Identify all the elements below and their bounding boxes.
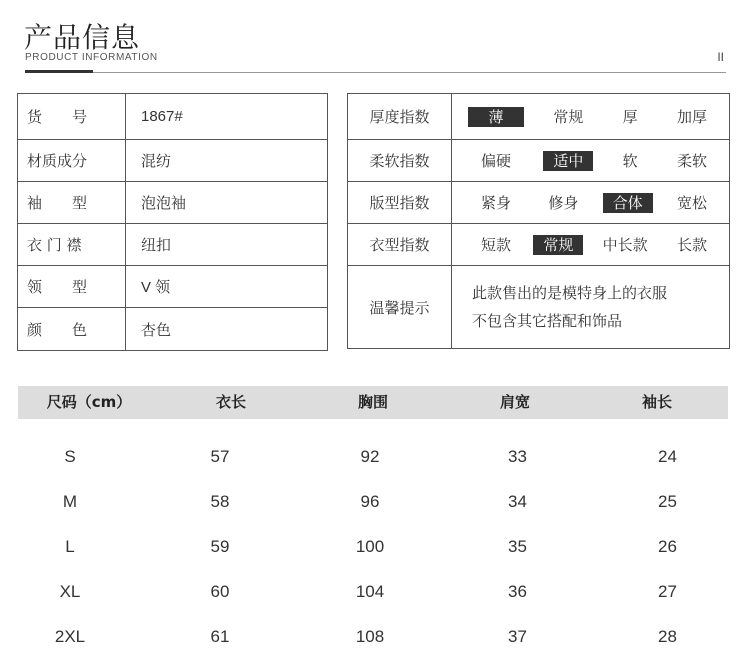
index-label: 厚度指数 — [348, 94, 452, 140]
size-cell: 35 — [508, 537, 527, 556]
tip-row — [348, 266, 730, 349]
index-option-selected: 适中 — [543, 151, 593, 171]
index-label: 版型指数 — [348, 182, 452, 224]
table-row — [0, 575, 750, 608]
spec-row — [18, 94, 328, 140]
page-title: 产品信息 — [24, 21, 141, 54]
spec-label: 衣 门 襟 — [18, 224, 126, 266]
size-cell: 24 — [658, 447, 677, 466]
index-option-selected: 合体 — [603, 193, 653, 213]
index-row — [348, 182, 730, 224]
index-option: 柔软 — [676, 151, 707, 170]
size-header-cell: 衣长 — [215, 393, 246, 411]
spec-table — [17, 93, 328, 351]
index-options — [452, 140, 730, 182]
size-header-cell: 袖长 — [641, 393, 672, 411]
spec-value: 纽扣 — [126, 224, 328, 266]
tip-label: 温馨提示 — [348, 266, 452, 349]
spec-label: 颜 色 — [18, 308, 126, 351]
index-option-group — [468, 107, 717, 127]
spec-row — [18, 140, 328, 182]
index-option: 紧身 — [480, 193, 511, 212]
spec-value: 泡泡袖 — [126, 182, 328, 224]
spec-value: 混纺 — [126, 140, 328, 182]
index-table — [347, 93, 730, 349]
size-cell: 100 — [355, 537, 385, 556]
size-cell: 57 — [210, 447, 230, 466]
index-option: 加厚 — [676, 107, 707, 126]
size-cell: 59 — [210, 537, 230, 556]
size-cell: 104 — [355, 582, 385, 601]
size-cell: 27 — [658, 582, 677, 601]
index-option: 厚 — [622, 107, 638, 126]
size-cell: 37 — [508, 627, 527, 646]
index-row — [348, 140, 730, 182]
header-divider — [25, 72, 726, 73]
table-row — [0, 620, 750, 653]
tip-line: 不包含其它搭配和饰品 — [472, 312, 623, 330]
index-row — [348, 224, 730, 266]
spec-value: 杏色 — [126, 308, 328, 351]
size-cell: 2XL — [54, 627, 86, 646]
size-cell: 96 — [360, 492, 380, 511]
index-option-group — [468, 193, 717, 213]
index-option: 修身 — [548, 193, 579, 212]
index-row — [348, 94, 730, 140]
size-cell: XL — [59, 582, 81, 601]
size-cell: S — [64, 447, 76, 466]
size-table-header — [18, 386, 728, 419]
table-row — [0, 440, 750, 473]
index-options — [452, 94, 730, 140]
index-option: 短款 — [480, 235, 511, 254]
size-cell: 34 — [508, 492, 527, 511]
size-cell: 60 — [210, 582, 230, 601]
header-accent-bar — [25, 70, 93, 73]
spec-row — [18, 266, 328, 308]
spec-value: 1867# — [126, 94, 328, 140]
index-option-group — [468, 235, 717, 255]
spec-label: 领 型 — [18, 266, 126, 308]
spec-label: 袖 型 — [18, 182, 126, 224]
tip-text — [452, 266, 730, 349]
spec-value: V 领 — [126, 266, 328, 308]
size-cell: 36 — [508, 582, 527, 601]
index-option: 长款 — [676, 235, 707, 254]
size-header-cell: 肩宽 — [499, 393, 530, 411]
table-row — [0, 530, 750, 563]
table-row — [0, 485, 750, 518]
index-option: 软 — [622, 151, 638, 170]
size-cell: 33 — [508, 447, 527, 466]
size-header-cell: 尺码（cm） — [46, 393, 132, 411]
index-option-selected: 薄 — [468, 107, 524, 127]
size-cell: 58 — [210, 492, 230, 511]
size-cell: 108 — [355, 627, 385, 646]
index-option: 常规 — [553, 107, 584, 126]
size-cell: 61 — [210, 627, 230, 646]
spec-row — [18, 182, 328, 224]
index-option: 中长款 — [602, 235, 648, 254]
index-option-selected: 常规 — [533, 235, 583, 255]
index-options — [452, 182, 730, 224]
size-cell: 92 — [360, 447, 380, 466]
size-cell: 26 — [658, 537, 677, 556]
index-label: 衣型指数 — [348, 224, 452, 266]
size-cell: L — [65, 537, 75, 556]
size-header-cell: 胸围 — [357, 393, 388, 411]
spec-label: 材质成分 — [18, 140, 126, 182]
index-label: 柔软指数 — [348, 140, 452, 182]
size-cell: 28 — [658, 627, 677, 646]
index-option: 偏硬 — [480, 151, 511, 170]
index-option-group — [468, 151, 717, 171]
corner-mark: II — [717, 50, 724, 64]
spec-label: 货 号 — [18, 94, 126, 140]
spec-row — [18, 224, 328, 266]
size-cell: M — [62, 492, 78, 511]
spec-row — [18, 308, 328, 351]
index-option: 宽松 — [676, 193, 707, 212]
size-cell: 25 — [658, 492, 677, 511]
index-options — [452, 224, 730, 266]
tip-line: 此款售出的是模特身上的衣服 — [472, 284, 668, 302]
page-subtitle: PRODUCT INFORMATION — [25, 52, 158, 63]
